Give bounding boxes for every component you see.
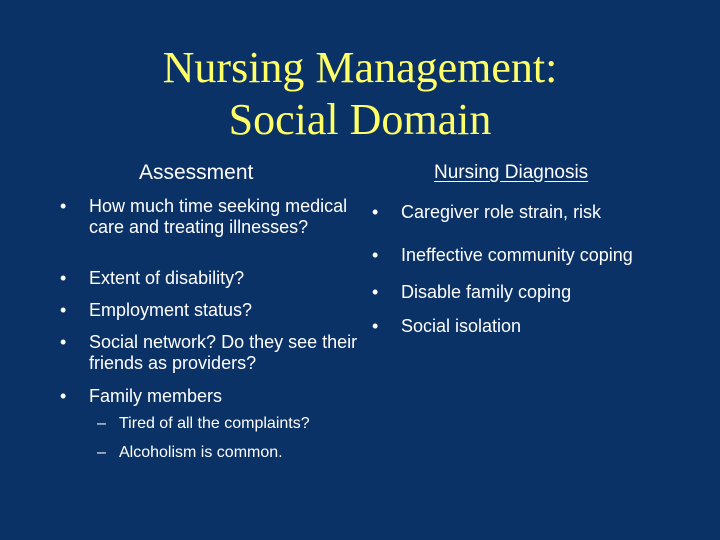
- title-line-1: Nursing Management:: [162, 43, 558, 92]
- bullet-icon: •: [60, 300, 67, 320]
- bullet-icon: •: [60, 196, 67, 216]
- assessment-list: [60, 196, 360, 407]
- diagnosis-list: [372, 202, 692, 337]
- bullet-icon: •: [372, 282, 379, 302]
- diagnosis-item: [372, 316, 692, 337]
- bullet-icon: •: [60, 268, 67, 288]
- bullet-icon: •: [60, 332, 67, 352]
- assessment-item-text: Family members: [89, 386, 223, 406]
- assessment-item: [60, 332, 360, 374]
- sub-item-text: Alcoholism is common.: [119, 444, 283, 461]
- diagnosis-item-text: Disable family coping: [401, 282, 572, 302]
- diagnosis-item-text: Caregiver role strain, risk: [401, 202, 602, 222]
- diagnosis-item: [372, 282, 692, 303]
- dash-icon: –: [97, 444, 106, 461]
- assessment-item: [60, 386, 360, 407]
- bullet-icon: •: [372, 245, 379, 265]
- title-line-2: Social Domain: [228, 95, 492, 144]
- family-members-sublist: [97, 414, 310, 463]
- diagnosis-item-text: Social isolation: [401, 316, 522, 336]
- bullet-icon: •: [372, 202, 379, 222]
- sub-item: [97, 414, 310, 434]
- sub-item: [97, 443, 310, 463]
- diagnosis-item: [372, 202, 692, 223]
- bullet-icon: •: [372, 316, 379, 336]
- assessment-item-text: How much time seeking medical care and treating illnesses?: [89, 196, 348, 237]
- assessment-item: [60, 300, 360, 321]
- assessment-heading: Assessment: [139, 161, 254, 184]
- slide-title: [0, 42, 720, 146]
- assessment-item-text: Employment status?: [89, 300, 253, 320]
- dash-icon: –: [97, 415, 106, 432]
- diagnosis-item: [372, 245, 692, 266]
- assessment-item: [60, 196, 360, 259]
- assessment-item-text: Social network? Do they see their friends as providers?: [89, 332, 358, 373]
- bullet-icon: •: [60, 386, 67, 406]
- nursing-diagnosis-heading: Nursing Diagnosis: [434, 162, 589, 183]
- assessment-item-text: Extent of disability?: [89, 268, 245, 288]
- sub-item-text: Tired of all the complaints?: [119, 415, 310, 432]
- diagnosis-item-text: Ineffective community coping: [401, 245, 633, 265]
- assessment-item: [60, 268, 360, 289]
